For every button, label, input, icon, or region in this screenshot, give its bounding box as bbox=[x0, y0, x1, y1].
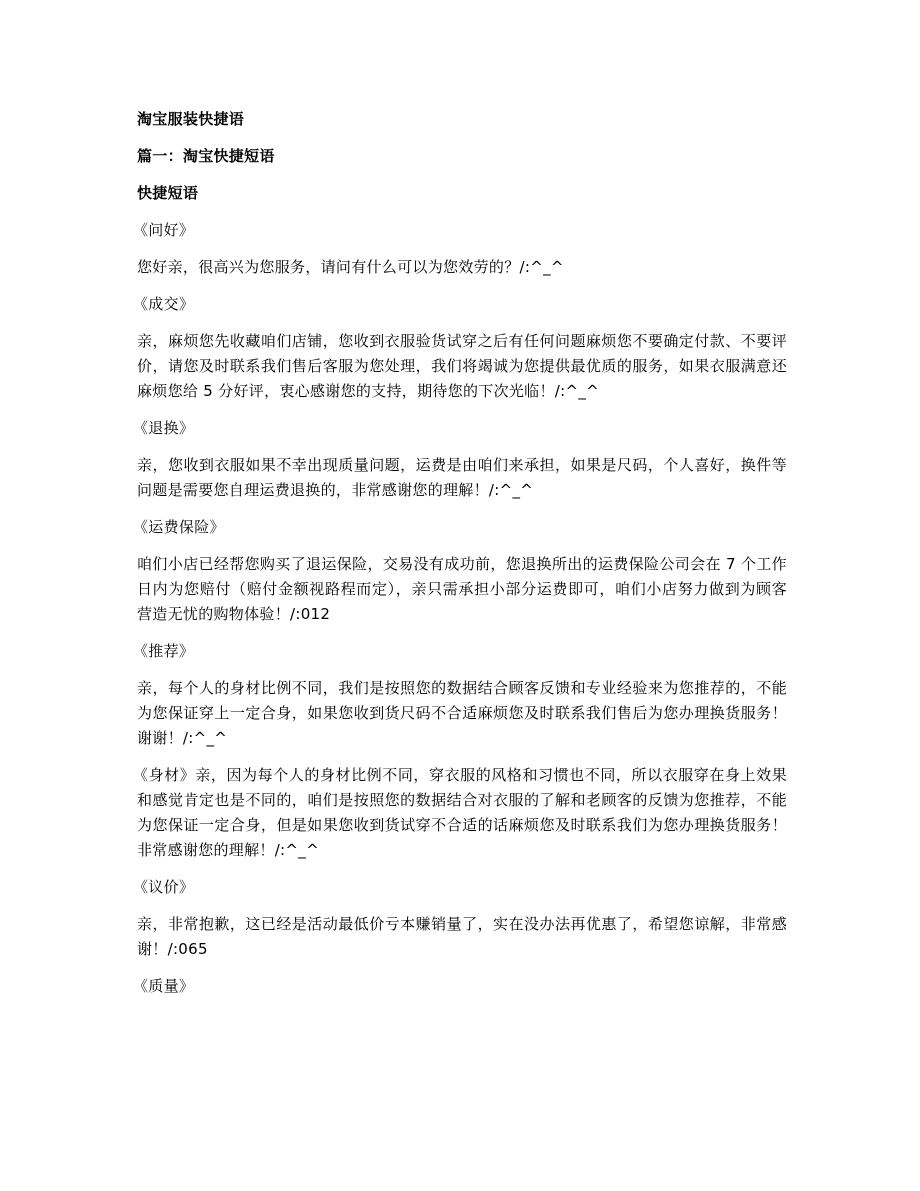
section-tag-quality: 《质量》 bbox=[133, 977, 195, 995]
paragraph-body-shape bbox=[133, 763, 787, 863]
paragraph-bargain: 亲，非常抱歉，这已经是活动最低价亏本赚销量了，实在没办法再优惠了，希望您谅解，非常感谢！/:065 bbox=[137, 915, 787, 958]
paragraph-body-shape-text: 亲，因为每个人的身材比例不同，穿衣服的风格和习惯也不同，所以衣服穿在身上效果和感觉肯定也是不同的，咱们是按照您的数据结合对衣服的了解和老顾客的反馈为您推荐，不能为您保证一定合身，但是如果您收到货试穿不合适的话麻烦您及时联系我们为您办理换货服务！非常感谢您的理解！/:^_^ bbox=[137, 766, 787, 859]
section-tag-greeting: 《问好》 bbox=[133, 221, 195, 239]
section-tag-deal: 《成交》 bbox=[133, 295, 195, 313]
paragraph-return: 亲，您收到衣服如果不幸出现质量问题，运费是由咱们来承担，如果是尺码，个人喜好，换件等问题是需要您自理运费退换的，非常感谢您的理解！/:^_^ bbox=[137, 456, 787, 499]
paragraph-greeting: 您好亲，很高兴为您服务，请问有什么可以为您效劳的？/:^_^ bbox=[137, 258, 564, 276]
paragraph-recommend: 亲，每个人的身材比例不同，我们是按照您的数据结合顾客反馈和专业经验来为您推荐的，不能为您保证穿上一定合身，如果您收到货尺码不合适麻烦您及时联系我们售后为您办理换货服务！谢谢！/:^_^ bbox=[137, 679, 787, 747]
section-tag-bargain: 《议价》 bbox=[133, 878, 195, 896]
document-title: 淘宝服装快捷语 bbox=[137, 110, 245, 128]
section-tag-recommend: 《推荐》 bbox=[133, 642, 195, 660]
section-tag-return: 《退换》 bbox=[133, 419, 195, 437]
section-tag-shipping-insurance: 《运费保险》 bbox=[133, 518, 225, 536]
paragraph-deal: 亲，麻烦您先收藏咱们店铺，您收到衣服验货试穿之后有任何问题麻烦您不要确定付款、不要评价，请您及时联系我们售后客服为您处理，我们将竭诚为您提供最优质的服务，如果衣服满意还麻烦您给 5 分好评，衷心感谢您的支持，期待您的下次光临！/:^_^ bbox=[137, 332, 787, 400]
section-subtitle: 快捷短语 bbox=[137, 184, 199, 202]
section-tag-body-shape: 《身材》 bbox=[133, 766, 196, 784]
document-page bbox=[133, 107, 787, 1011]
chapter-heading: 篇一：淘宝快捷短语 bbox=[137, 147, 275, 165]
paragraph-shipping-insurance: 咱们小店已经帮您购买了退运保险，交易没有成功前，您退换所出的运费保险公司会在 7 个工作日内为您赔付（赔付金额视路程而定），亲只需承担小部分运费即可，咱们小店努力做到为顾客营造无忧的购物体验！/:012 bbox=[137, 555, 787, 623]
